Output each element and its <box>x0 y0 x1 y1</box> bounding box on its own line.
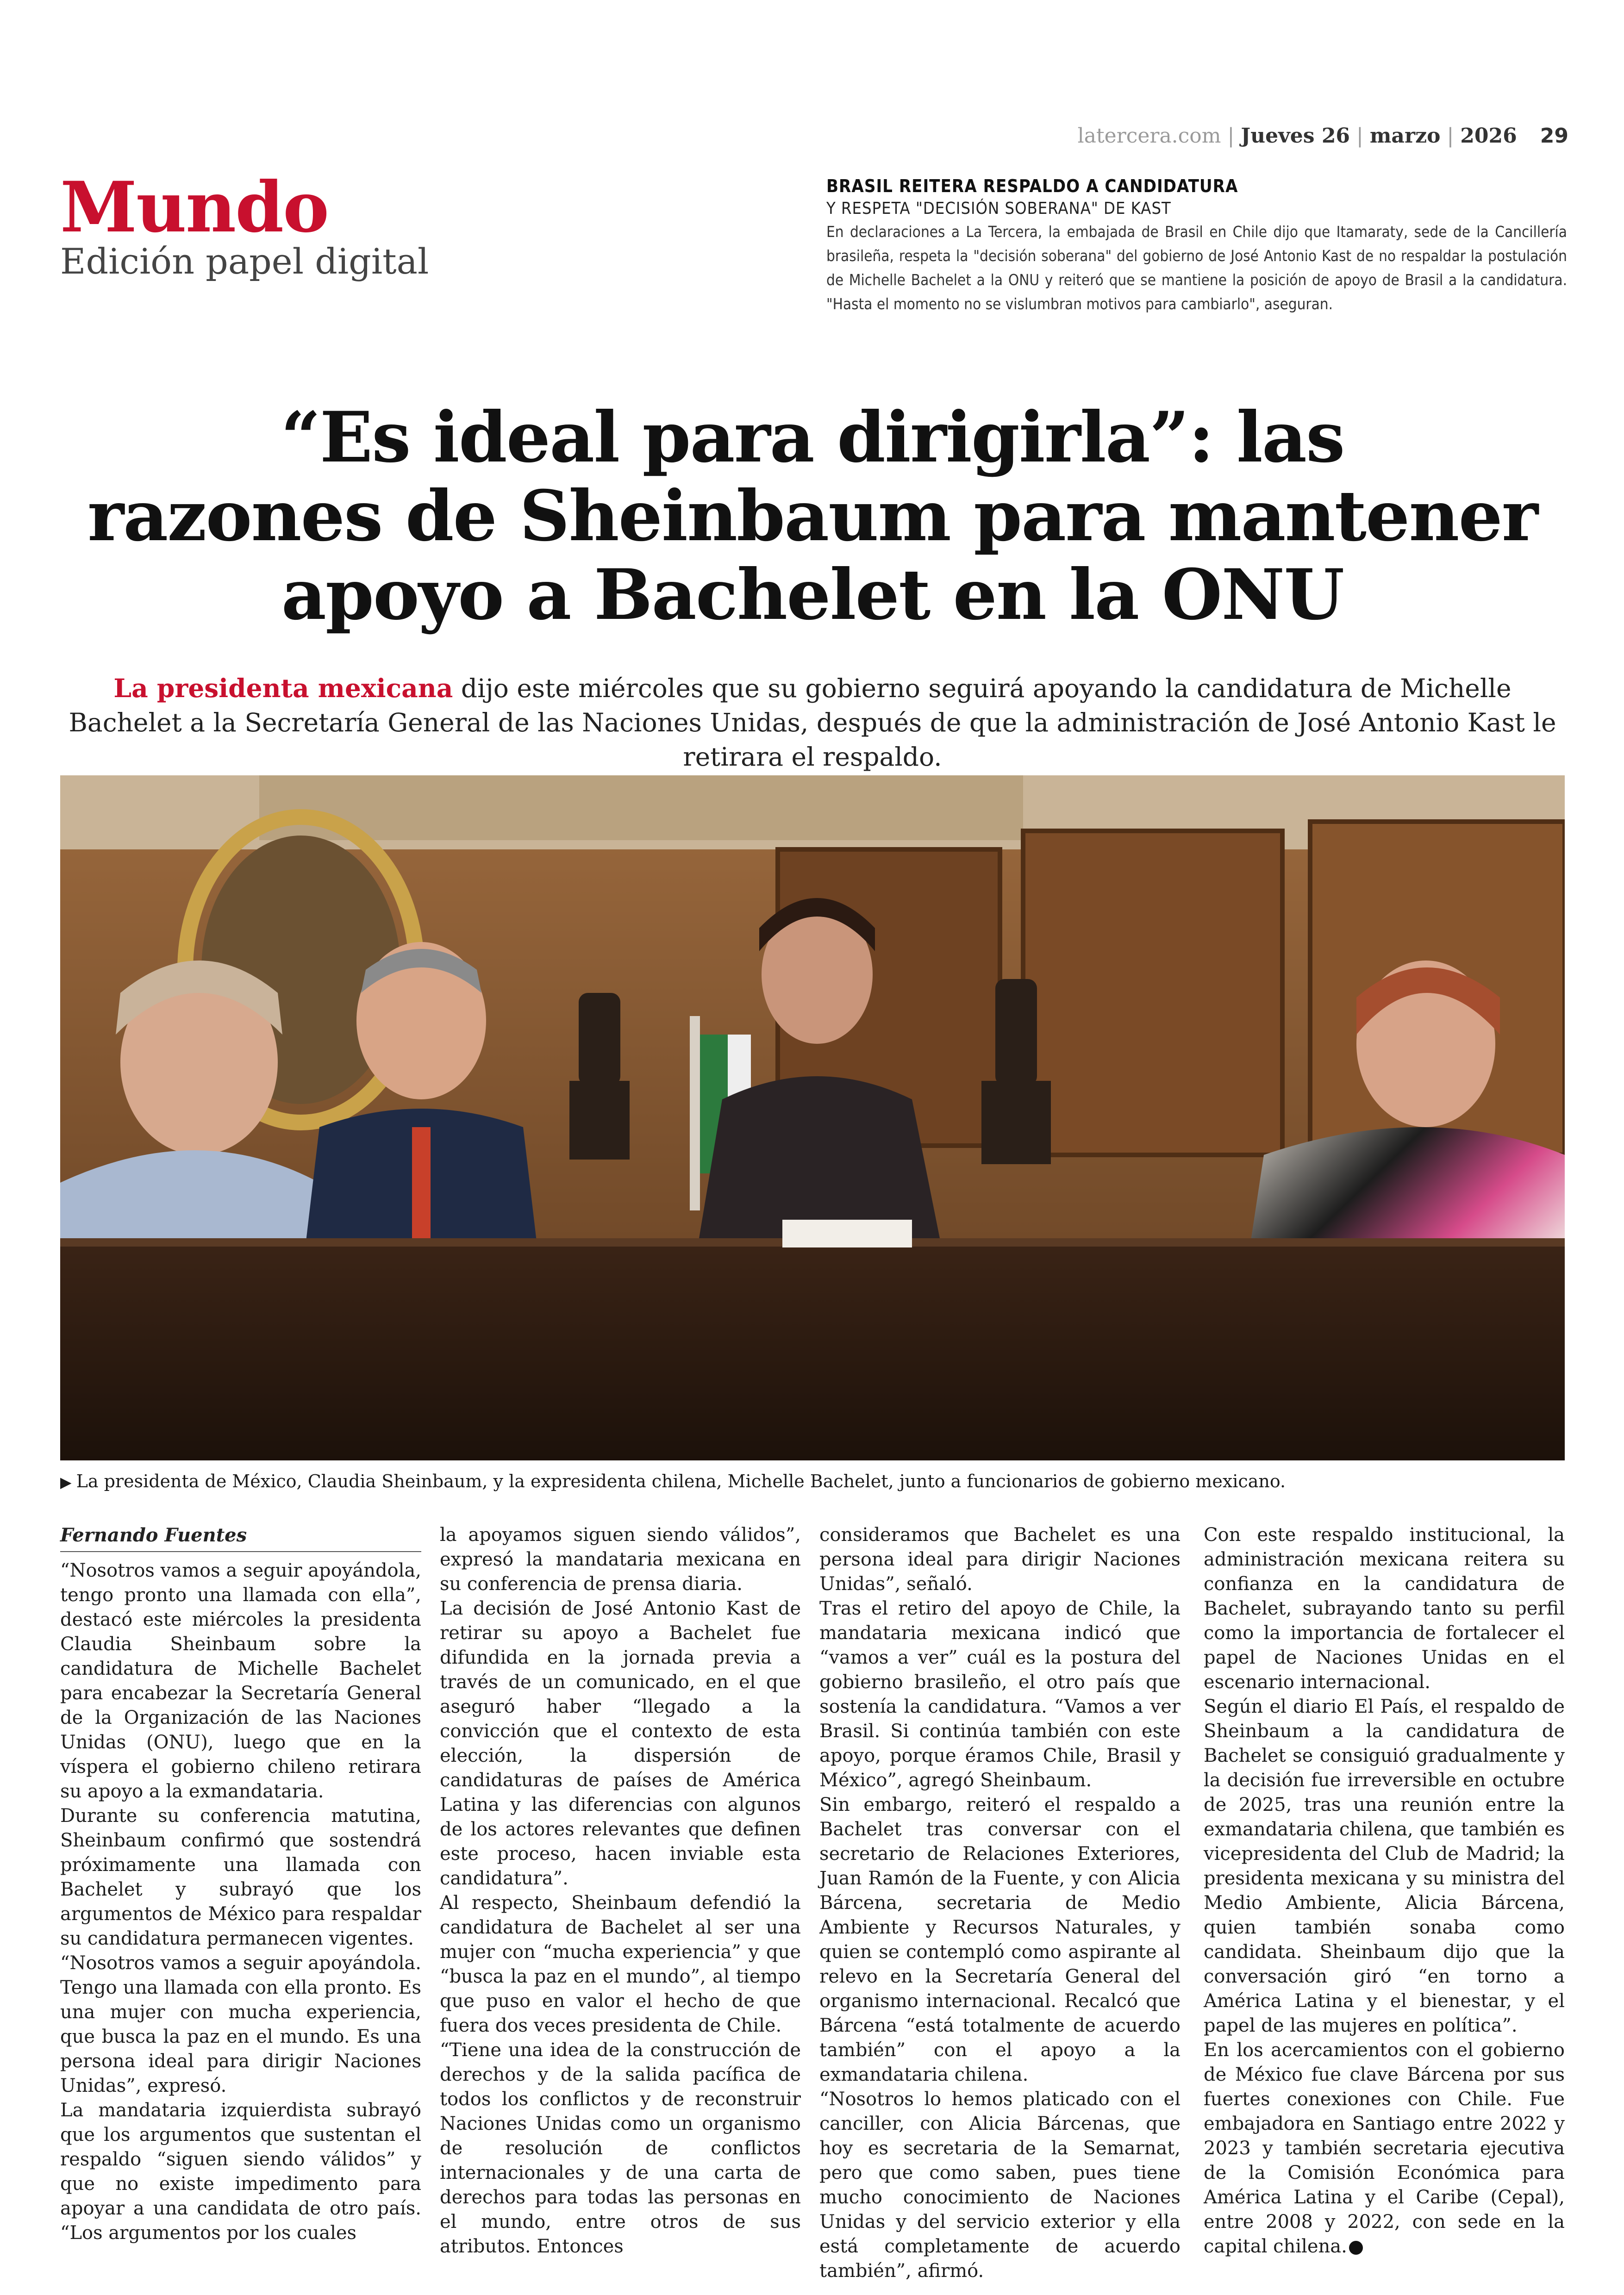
paragraph: Según el diario El País, el respaldo de Sheinbaum a la candidatura de Bachelet se consiguió gradualmente y la decisión fue irreversible en octubre de 2025, tras una reunión entre la exmandataria chilena, que también es vicepresidenta del Club de Madrid; la presidenta mexicana y su ministra del Medio Ambiente, Alicia Bárcena, quien también sonaba como candidata. Sheinbaum dijo que la conversación giró “en torno a América Latina y el bienestar, y el papel de las mujeres en política”. <box>1204 1696 1565 2036</box>
end-mark-icon <box>1349 2241 1363 2255</box>
paragraph: consideramos que Bachelet es una persona ideal para dirigir Naciones Unidas”, señaló. <box>819 1524 1181 1595</box>
lede <box>60 671 1565 774</box>
site-name[interactable]: latercera.com <box>1077 124 1221 148</box>
sidebar-kicker: BRASIL REITERA RESPALDO A CANDIDATURA <box>826 176 1238 196</box>
date-month: marzo <box>1369 124 1441 148</box>
paragraph: la apoyamos siguen siendo válidos”, expresó la mandataria mexicana en su conferencia de prensa diaria. <box>440 1524 801 1595</box>
caption-text: La presidenta de México, Claudia Sheinbaum, y la expresidenta chilena, Michelle Bachelet, junto a funcionarios de gobierno mexicano. <box>76 1471 1286 1491</box>
dateline: latercera.com | Jueves 26 | marzo | 2026 29 <box>1077 124 1568 148</box>
section-title: Mundo <box>60 167 329 248</box>
paragraph: Tras el retiro del apoyo de Chile, la mandataria mexicana indicó que “vamos a ver” cuál es la postura del gobierno brasileño, el otro país que sostenía la candidatura. “Vamos a ver Brasil. Si continúa también con este apoyo, porque éramos Chile, Brasil y México”, agregó Sheinbaum. <box>819 1598 1181 1791</box>
paragraph: Con este respaldo institucional, la administración mexicana reitera su confianza en la candidatura de Bachelet, subrayando tanto su perfil como la importancia de fortalecer el papel de Naciones Unidas en el escenario internacional. <box>1204 1524 1565 1693</box>
article-photo <box>60 775 1565 1460</box>
photo-caption <box>60 1471 1286 1491</box>
paragraph: Sin embargo, reiteró el respaldo a Bachelet tras conversar con el secretario de Relaciones Exteriores, Juan Ramón de la Fuente, y con Alicia Bárcena, secretaria de Medio Ambiente y Recursos Naturales, y quien se contempló como aspirante al relevo en la Secretaría General del organismo internacional. Recalcó que Bárcena “está totalmente de acuerdo también” con el apoyo a la exmandataria chilena. <box>819 1794 1181 2085</box>
lede-text: dijo este miércoles que su gobierno seguirá apoyando la candidatura de Michelle Bachelet a la Secretaría General de las Naciones Unidas, después de que la administración de José Antonio Kast le retirara el respaldo. <box>69 674 1556 772</box>
column-1 <box>60 1523 421 2245</box>
paragraph: “Nosotros vamos a seguir apoyándola, tengo pronto una llamada con ella”, destacó este miércoles la presidenta Claudia Sheinbaum sobre la candidatura de Michelle Bachelet para encabezar la Secretaría General de la Organización de las Naciones Unidas (ONU), luego que en la víspera el gobierno chileno retirara su apoyo a la exmandataria. <box>60 1560 421 1802</box>
paragraph: “Nosotros vamos a seguir apoyándola. Tengo una llamada con ella pronto. Es una mujer con mucha experiencia, que busca la paz en el mundo. Es una persona ideal para dirigir Naciones Unidas”, expresó. <box>60 1952 421 2096</box>
paragraph <box>1204 2038 1565 2259</box>
lede-lead: La presidenta mexicana <box>113 673 453 703</box>
paragraph: “Tiene una idea de la construcción de derechos y de la salida pacífica de todos los conflictos y de reconstruir Naciones Unidas como un organismo de resolución de conflictos internacionales y de una carta de derechos para todas las personas en el mundo, entre otros de sus atributos. Entonces <box>440 2039 801 2257</box>
date-day: Jueves 26 <box>1241 124 1350 148</box>
sidebar-brief <box>826 176 1567 316</box>
paragraph: “Nosotros lo hemos platicado con el canciller, con Alicia Bárcenas, que hoy es secretaria de la Semarnat, pero que como saben, pues tiene mucho conocimiento de Naciones Unidas y del servicio exterior y ella está completamente de acuerdo también”, afirmó. <box>819 2089 1181 2282</box>
headline-line: razones de Sheinbaum para mantener <box>87 475 1537 557</box>
column-4 <box>1204 1523 1565 2259</box>
column-3 <box>819 1523 1181 2283</box>
headline-line: “Es ideal para dirigirla”: las <box>281 397 1344 478</box>
sidebar-text: En declaraciones a La Tercera, la embajada de Brasil en Chile dijo que Itamaraty, sede de la Cancillería brasileña, respeta la "decisión soberana" del gobierno de José Antonio Kast de no respaldar la postulación de Michelle Bachelet a la ONU y reiteró que se mantiene la posición de apoyo de Brasil a la candidatura. "Hasta el momento no se vislumbran motivos para cambiarlo", aseguran. <box>826 223 1567 313</box>
date-year: 2026 <box>1460 124 1517 148</box>
paragraph-text: En los acercamientos con el gobierno de México fue clave Bárcena por sus fuertes conexiones con Chile. Fue embajadora en Santiago entre 2022 y 2023 y también secretaria ejecutiva de la Comisión Económica para América Latina y el Caribe (Cepal), entre 2008 y 2022, con sede en la capital chilena. <box>1204 2039 1565 2257</box>
paragraph: Durante su conferencia matutina, Sheinbaum confirmó que sostendrá próximamente una llamada con Bachelet y subrayó que los argumentos de México para respaldar su candidatura permanecen vigentes. <box>60 1805 421 1949</box>
headline <box>60 398 1565 634</box>
paragraph: Al respecto, Sheinbaum defendió la candidatura de Bachelet al ser una mujer con “mucha experiencia” y que “busca la paz en el mundo”, al tiempo que puso en valor el hecho de que fuera dos veces presidenta de Chile. <box>440 1892 801 2036</box>
headline-line: apoyo a Bachelet en la ONU <box>281 554 1344 636</box>
paragraph: La mandataria izquierdista subrayó que los argumentos que sustentan el respaldo “siguen siendo válidos” y que no existe impedimento para apoyar a una candidata de otro país. “Los argumentos por los cuales <box>60 2100 421 2244</box>
sidebar-subkicker: Y RESPETA "DECISIÓN SOBERANA" DE KAST <box>826 199 1171 218</box>
edition-label: Edición papel digital <box>60 241 429 282</box>
caption-arrow-icon: ▶ <box>60 1473 72 1491</box>
byline: Fernando Fuentes <box>60 1523 421 1552</box>
paragraph: La decisión de José Antonio Kast de retirar su apoyo a Bachelet fue difundida en la jornada previa a través de un comunicado, en el que aseguró haber “llegado a la convicción que el contexto de esta elección, la dispersión de candidaturas de países de América Latina y las diferencias con algunos de los actores relevantes que definen este proceso, hacen inviable esta candidatura”. <box>440 1598 801 1889</box>
page-number: 29 <box>1540 124 1568 148</box>
column-2 <box>440 1523 801 2259</box>
